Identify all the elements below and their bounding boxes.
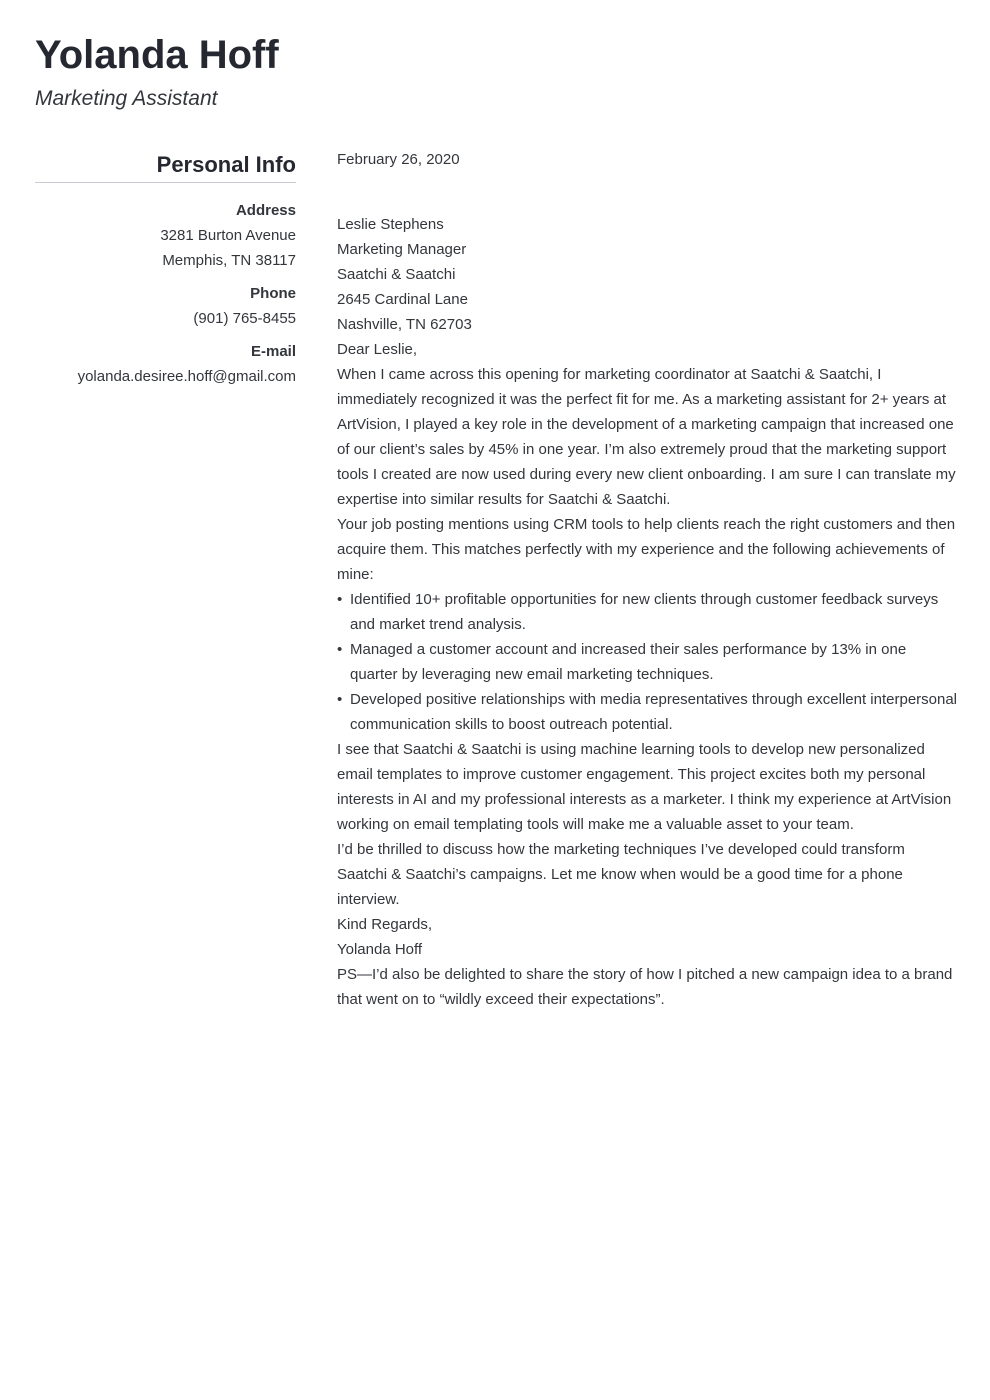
applicant-role: Marketing Assistant bbox=[35, 87, 218, 110]
address-label: Address bbox=[235, 202, 296, 219]
achievements-list bbox=[337, 587, 957, 737]
recipient-city: Nashville, TN 62703 bbox=[337, 316, 472, 333]
recipient-block bbox=[337, 212, 957, 337]
bullet-marker: • bbox=[337, 591, 343, 608]
list-item bbox=[337, 587, 957, 637]
email-block bbox=[35, 339, 296, 389]
letter-body bbox=[337, 147, 957, 1012]
phone-label: Phone bbox=[250, 285, 296, 302]
bullet-marker: • bbox=[337, 641, 343, 658]
achievement-text: Identified 10+ profitable opportunities for new clients through customer feedback surveys and market trend analysis. bbox=[350, 591, 939, 633]
letter-date: February 26, 2020 bbox=[337, 151, 460, 168]
list-item bbox=[337, 687, 957, 737]
letter-greeting: Dear Leslie, bbox=[337, 341, 418, 358]
paragraph-crm: Your job posting mentions using CRM tools to help clients reach the right customers and then acquire them. This matches perfectly with my experience and the following achievements of mine: bbox=[337, 516, 956, 583]
email-value: yolanda.desiree.hoff@gmail.com bbox=[77, 368, 296, 385]
recipient-company: Saatchi & Saatchi bbox=[337, 266, 456, 283]
address-line-1: 3281 Burton Avenue bbox=[160, 227, 296, 244]
paragraph-machine-learning: I see that Saatchi & Saatchi is using machine learning tools to develop new personalized email templates to improve customer engagement. This project excites both my personal interests in AI and my professional interests as a marketer. I think my experience at ArtVision working on email templating tools will make me a valuable asset to your team. bbox=[337, 741, 952, 833]
address-block bbox=[35, 198, 296, 273]
email-label: E-mail bbox=[250, 343, 296, 360]
personal-info-sidebar bbox=[35, 150, 296, 389]
applicant-name: Yolanda Hoff bbox=[35, 33, 279, 77]
letter-postscript: PS—I’d also be delighted to share the story of how I pitched a new campaign idea to a brand that went on to “wildly exceed their expectations”. bbox=[337, 966, 953, 1008]
letter-signature: Yolanda Hoff bbox=[337, 941, 423, 958]
phone-block bbox=[35, 281, 296, 331]
letter-closing: Kind Regards, bbox=[337, 916, 433, 933]
list-item bbox=[337, 637, 957, 687]
phone-value: (901) 765-8455 bbox=[193, 310, 296, 327]
personal-info-heading: Personal Info bbox=[35, 150, 296, 183]
achievement-text: Managed a customer account and increased their sales performance by 13% in one quarter by leveraging new email marketing techniques. bbox=[350, 641, 907, 683]
bullet-marker: • bbox=[337, 691, 343, 708]
address-line-2: Memphis, TN 38117 bbox=[162, 252, 296, 269]
recipient-name: Leslie Stephens bbox=[337, 216, 444, 233]
paragraph-call-to-action: I’d be thrilled to discuss how the marketing techniques I’ve developed could transform Saatchi & Saatchi’s campaigns. Let me know when would be a good time for a phone interview. bbox=[337, 841, 905, 908]
recipient-title: Marketing Manager bbox=[337, 241, 467, 258]
paragraph-opening: When I came across this opening for marketing coordinator at Saatchi & Saatchi, I immediately recognized it was the perfect fit for me. As a marketing assistant for 2+ years at ArtVision, I played a key role in the development of a marketing campaign that increased one of our client’s sales by 45% in one year. I’m also extremely proud that the marketing support tools I created are now used during every new client onboarding. I am sure I can translate my expertise into similar results for Saatchi & Saatchi. bbox=[337, 366, 956, 508]
recipient-street: 2645 Cardinal Lane bbox=[337, 291, 468, 308]
achievement-text: Developed positive relationships with media representatives through excellent interpersonal communication skills to boost outreach potential. bbox=[350, 691, 958, 733]
